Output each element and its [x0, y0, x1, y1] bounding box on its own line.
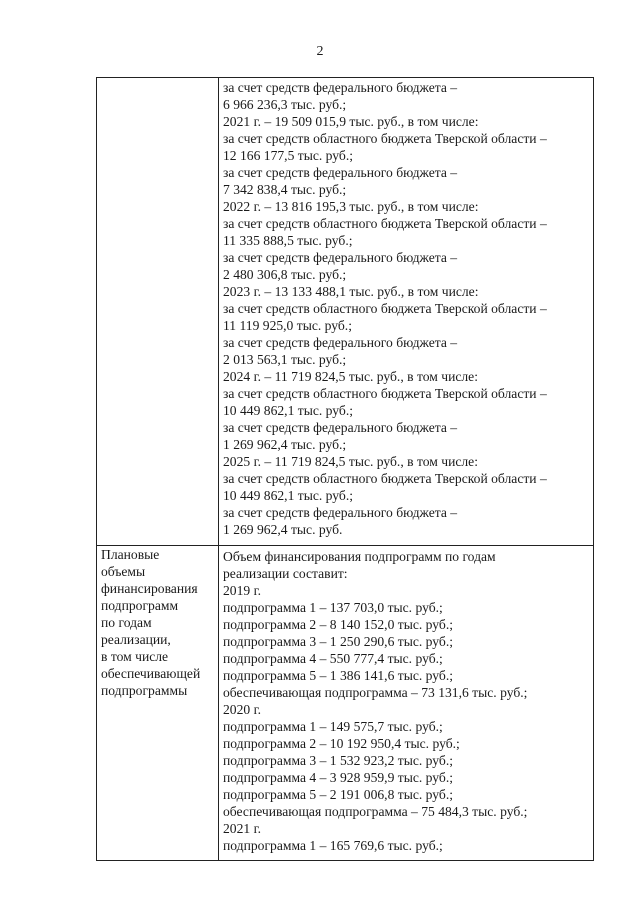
text-line: за счет средств федерального бюджета – — [223, 165, 458, 180]
text-line: 2024 г. – 11 719 824,5 тыс. руб., в том числе: — [223, 369, 478, 384]
program-passport-table — [96, 77, 594, 861]
table-row — [97, 78, 594, 546]
text-line: объемы — [101, 564, 146, 579]
text-line: за счет средств областного бюджета Тверской области – — [223, 131, 547, 146]
text-line: за счет средств федерального бюджета – — [223, 80, 458, 95]
text-line: обеспечивающая подпрограмма – 75 484,3 тыс. руб.; — [223, 804, 528, 819]
text-line: 2022 г. – 13 816 195,3 тыс. руб., в том числе: — [223, 199, 479, 214]
text-line: в том числе — [101, 649, 169, 664]
text-line: за счет средств федерального бюджета – — [223, 420, 458, 435]
row-label-cell — [97, 78, 219, 546]
text-line: финансирования — [101, 581, 198, 596]
text-line: 2 480 306,8 тыс. руб.; — [223, 267, 347, 282]
text-line: подпрограмм — [101, 598, 179, 613]
text-line: за счет средств федерального бюджета – — [223, 250, 458, 265]
text-line: подпрограмма 2 – 8 140 152,0 тыс. руб.; — [223, 617, 454, 632]
text-line: подпрограмма 5 – 2 191 006,8 тыс. руб.; — [223, 787, 454, 802]
text-line: за счет средств федерального бюджета – — [223, 335, 458, 350]
text-line: 2 013 563,1 тыс. руб.; — [223, 352, 347, 367]
text-line: 2020 г. — [223, 702, 262, 717]
text-line: Объем финансирования подпрограмм по годам — [223, 549, 496, 564]
text-line: 6 966 236,3 тыс. руб.; — [223, 97, 347, 112]
table-row — [97, 546, 594, 861]
text-line: 2021 г. — [223, 821, 262, 836]
row-value-cell — [219, 78, 594, 546]
text-line: подпрограмма 2 – 10 192 950,4 тыс. руб.; — [223, 736, 460, 751]
text-line: подпрограмма 3 – 1 250 290,6 тыс. руб.; — [223, 634, 454, 649]
text-line: реализации, — [101, 632, 171, 647]
text-line: подпрограмма 3 – 1 532 923,2 тыс. руб.; — [223, 753, 454, 768]
text-line: 11 335 888,5 тыс. руб.; — [223, 233, 353, 248]
text-line: 2023 г. – 13 133 488,1 тыс. руб., в том числе: — [223, 284, 479, 299]
page-number: 2 — [316, 44, 324, 59]
text-line: подпрограмма 1 – 137 703,0 тыс. руб.; — [223, 600, 443, 615]
text-line: 2021 г. – 19 509 015,9 тыс. руб., в том числе: — [223, 114, 479, 129]
text-line: за счет средств федерального бюджета – — [223, 505, 458, 520]
text-line: 2025 г. – 11 719 824,5 тыс. руб., в том числе: — [223, 454, 478, 469]
text-line: 7 342 838,4 тыс. руб.; — [223, 182, 347, 197]
row-value-cell — [219, 546, 594, 861]
text-line: 11 119 925,0 тыс. руб.; — [223, 318, 352, 333]
text-line: за счет средств областного бюджета Тверской области – — [223, 216, 547, 231]
text-line: реализации составит: — [223, 566, 348, 581]
text-line: подпрограмма 1 – 165 769,6 тыс. руб.; — [223, 838, 443, 853]
text-line: Плановые — [101, 547, 160, 562]
text-line: обеспечивающей — [101, 666, 201, 681]
text-line: подпрограмма 4 – 3 928 959,9 тыс. руб.; — [223, 770, 454, 785]
text-line: 10 449 862,1 тыс. руб.; — [223, 403, 353, 418]
text-line: 1 269 962,4 тыс. руб.; — [223, 437, 347, 452]
text-line: подпрограмма 1 – 149 575,7 тыс. руб.; — [223, 719, 443, 734]
text-line: за счет средств областного бюджета Тверской области – — [223, 471, 547, 486]
row-label-cell — [97, 546, 219, 861]
text-line: обеспечивающая подпрограмма – 73 131,6 тыс. руб.; — [223, 685, 528, 700]
text-line: по годам — [101, 615, 152, 630]
text-line: подпрограммы — [101, 683, 188, 698]
text-line: подпрограмма 4 – 550 777,4 тыс. руб.; — [223, 651, 443, 666]
text-line: подпрограмма 5 – 1 386 141,6 тыс. руб.; — [223, 668, 454, 683]
text-line: за счет средств областного бюджета Тверской области – — [223, 386, 547, 401]
text-line: 1 269 962,4 тыс. руб. — [223, 522, 343, 537]
text-line: за счет средств областного бюджета Тверской области – — [223, 301, 547, 316]
text-line: 2019 г. — [223, 583, 262, 598]
text-line: 10 449 862,1 тыс. руб.; — [223, 488, 353, 503]
text-line: 12 166 177,5 тыс. руб.; — [223, 148, 353, 163]
